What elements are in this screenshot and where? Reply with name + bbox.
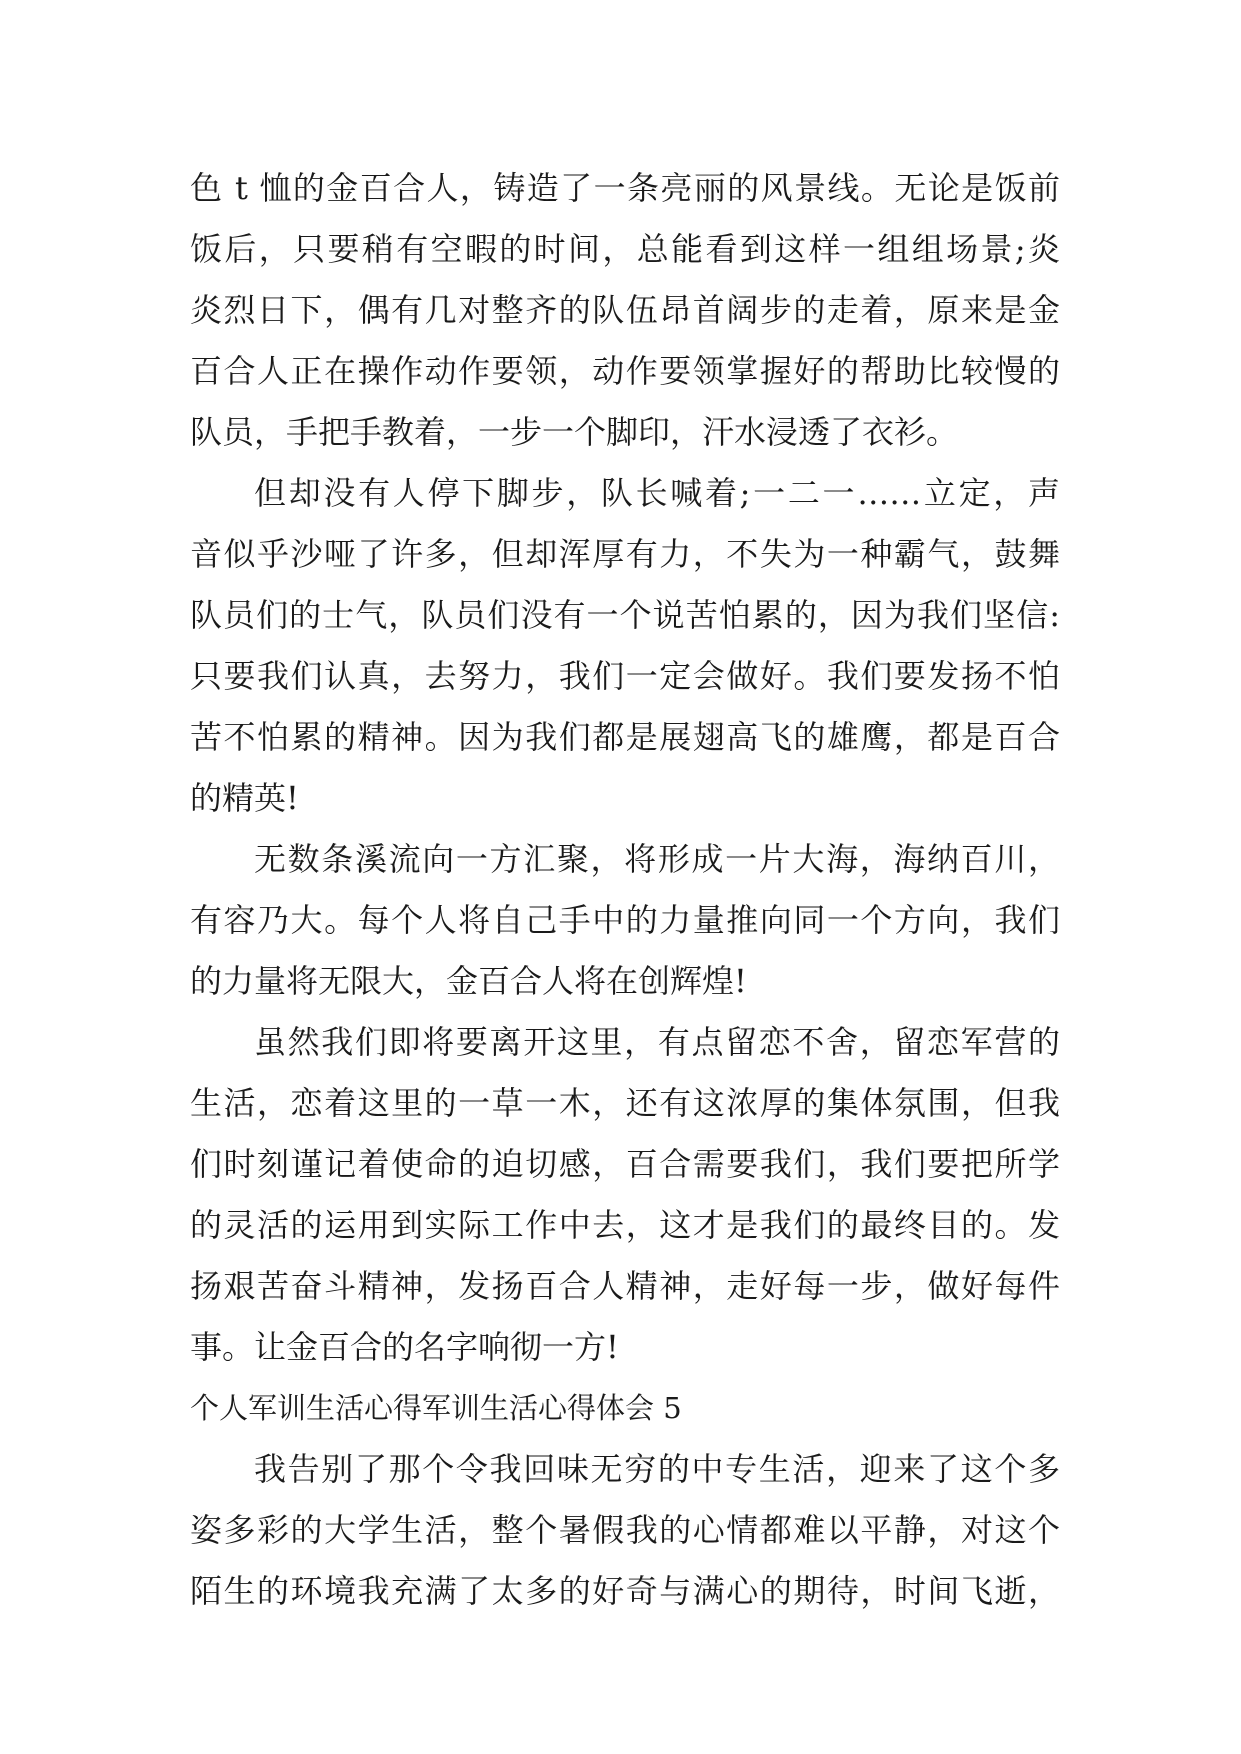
body-text [190, 158, 1060, 1622]
text-line: 苦不怕累的精神。因为我们都是展翅高飞的雄鹰，都是百合 [190, 718, 1060, 756]
text-line: 队员，手把手教着，一步一个脚印，汗水浸透了衣衫。 [190, 413, 959, 451]
paragraph-first-line: 虽然我们即将要离开这里，有点留恋不舍，留恋军营的 [254, 1023, 1060, 1061]
text-line: 炎烈日下，偶有几对整齐的队伍昂首阔步的走着，原来是金 [190, 291, 1060, 329]
text-line: 的精英! [190, 779, 299, 817]
text-line: 的灵活的运用到实际工作中去，这才是我们的最终目的。发 [190, 1206, 1060, 1244]
paragraph-first-line: 无数条溪流向一方汇聚，将形成一片大海，海纳百川， [254, 840, 1060, 878]
text-line: 有容乃大。每个人将自己手中的力量推向同一个方向，我们 [190, 901, 1060, 939]
paragraph-first-line: 我告别了那个令我回味无穷的中专生活，迎来了这个多 [254, 1450, 1060, 1488]
text-line: 们时刻谨记着使命的迫切感，百合需要我们，我们要把所学 [190, 1145, 1060, 1183]
text-line: 生活，恋着这里的一草一木，还有这浓厚的集体氛围，但我 [190, 1084, 1060, 1122]
text-line: 事。让金百合的名字响彻一方! [190, 1328, 619, 1366]
text-line: 只要我们认真，去努力，我们一定会做好。我们要发扬不怕 [190, 657, 1060, 695]
text-line: 音似乎沙哑了许多，但却浑厚有力，不失为一种霸气，鼓舞 [190, 535, 1060, 573]
text-line: 陌生的环境我充满了太多的好奇与满心的期待，时间飞逝， [190, 1572, 1060, 1610]
text-line: 队员们的士气，队员们没有一个说苦怕累的，因为我们坚信: [190, 596, 1060, 634]
text-line: 扬艰苦奋斗精神，发扬百合人精神，走好每一步，做好每件 [190, 1267, 1060, 1305]
paragraph-first-line: 但却没有人停下脚步，队长喊着;一二一……立定，声 [254, 474, 1060, 512]
text-line: 的力量将无限大，金百合人将在创辉煌! [190, 962, 747, 1000]
section-heading: 个人军训生活心得军训生活心得体会 5 [190, 1391, 682, 1425]
text-line: 姿多彩的大学生活，整个暑假我的心情都难以平静，对这个 [190, 1511, 1060, 1549]
text-line: 百合人正在操作动作要领，动作要领掌握好的帮助比较慢的 [190, 352, 1060, 390]
text-line: 饭后，只要稍有空暇的时间，总能看到这样一组组场景;炎 [190, 230, 1060, 268]
text-line: 色 t 恤的金百合人，铸造了一条亮丽的风景线。无论是饭前 [190, 169, 1060, 207]
